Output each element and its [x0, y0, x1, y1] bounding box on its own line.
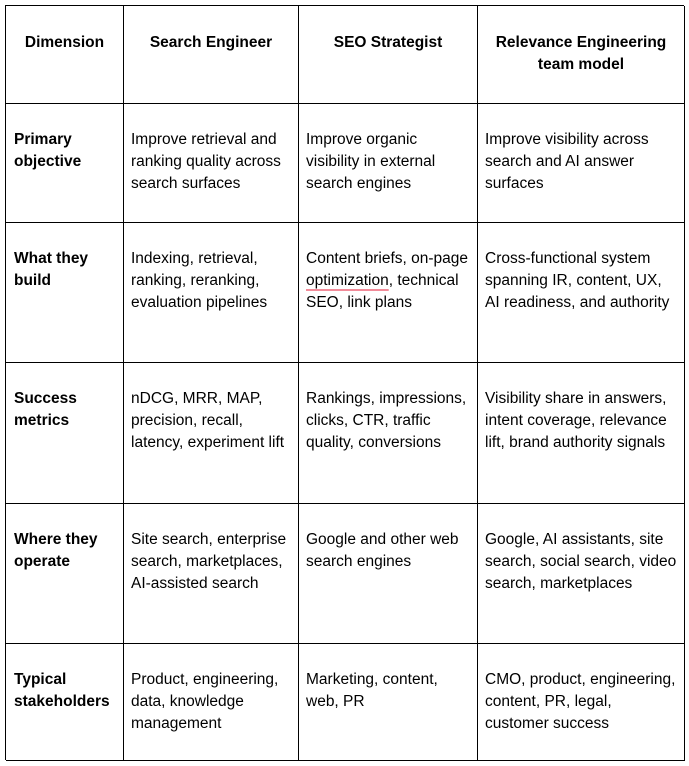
table-cell: Improve visibility across search and AI answer surfaces: [478, 104, 685, 223]
table-cell: Marketing, content, web, PR: [299, 644, 478, 761]
table-cell: [299, 223, 478, 363]
table-cell: Product, engineering, data, knowledge management: [124, 644, 299, 761]
table-cell: Google, AI assistants, site search, social search, video search, marketplaces: [478, 504, 685, 644]
row-label-what-they-build: What they build: [6, 223, 124, 363]
table-cell: Site search, enterprise search, marketplaces, AI-assisted search: [124, 504, 299, 644]
header-dimension: Dimension: [6, 6, 124, 104]
comparison-table: [5, 5, 684, 760]
table-cell: Improve organic visibility in external search engines: [299, 104, 478, 223]
row-label-primary-objective: Primary objective: [6, 104, 124, 223]
row-label-typical-stakeholders: Typical stakeholders: [6, 644, 124, 761]
table-cell: CMO, product, engineering, content, PR, legal, customer success: [478, 644, 685, 761]
table-cell: Visibility share in answers, intent coverage, relevance lift, brand authority signals: [478, 363, 685, 504]
cell-text: , technical SEO, link plans: [306, 272, 459, 311]
table-cell: Indexing, retrieval, ranking, reranking, evaluation pipelines: [124, 223, 299, 363]
table-cell: nDCG, MRR, MAP, precision, recall, latency, experiment lift: [124, 363, 299, 504]
header-seo-strategist: SEO Strategist: [299, 6, 478, 104]
row-label-where-they-operate: Where they operate: [6, 504, 124, 644]
row-label-success-metrics: Success metrics: [6, 363, 124, 504]
table-cell: Rankings, impressions, clicks, CTR, traffic quality, conversions: [299, 363, 478, 504]
spellcheck-underlined-word[interactable]: optimization: [306, 272, 389, 289]
table-cell: Improve retrieval and ranking quality across search surfaces: [124, 104, 299, 223]
header-relevance-engineering: Relevance Engineering team model: [478, 6, 685, 104]
header-search-engineer: Search Engineer: [124, 6, 299, 104]
table-cell: Google and other web search engines: [299, 504, 478, 644]
table-cell: Cross-functional system spanning IR, content, UX, AI readiness, and authority: [478, 223, 685, 363]
cell-text: Content briefs, on-page: [306, 250, 468, 267]
